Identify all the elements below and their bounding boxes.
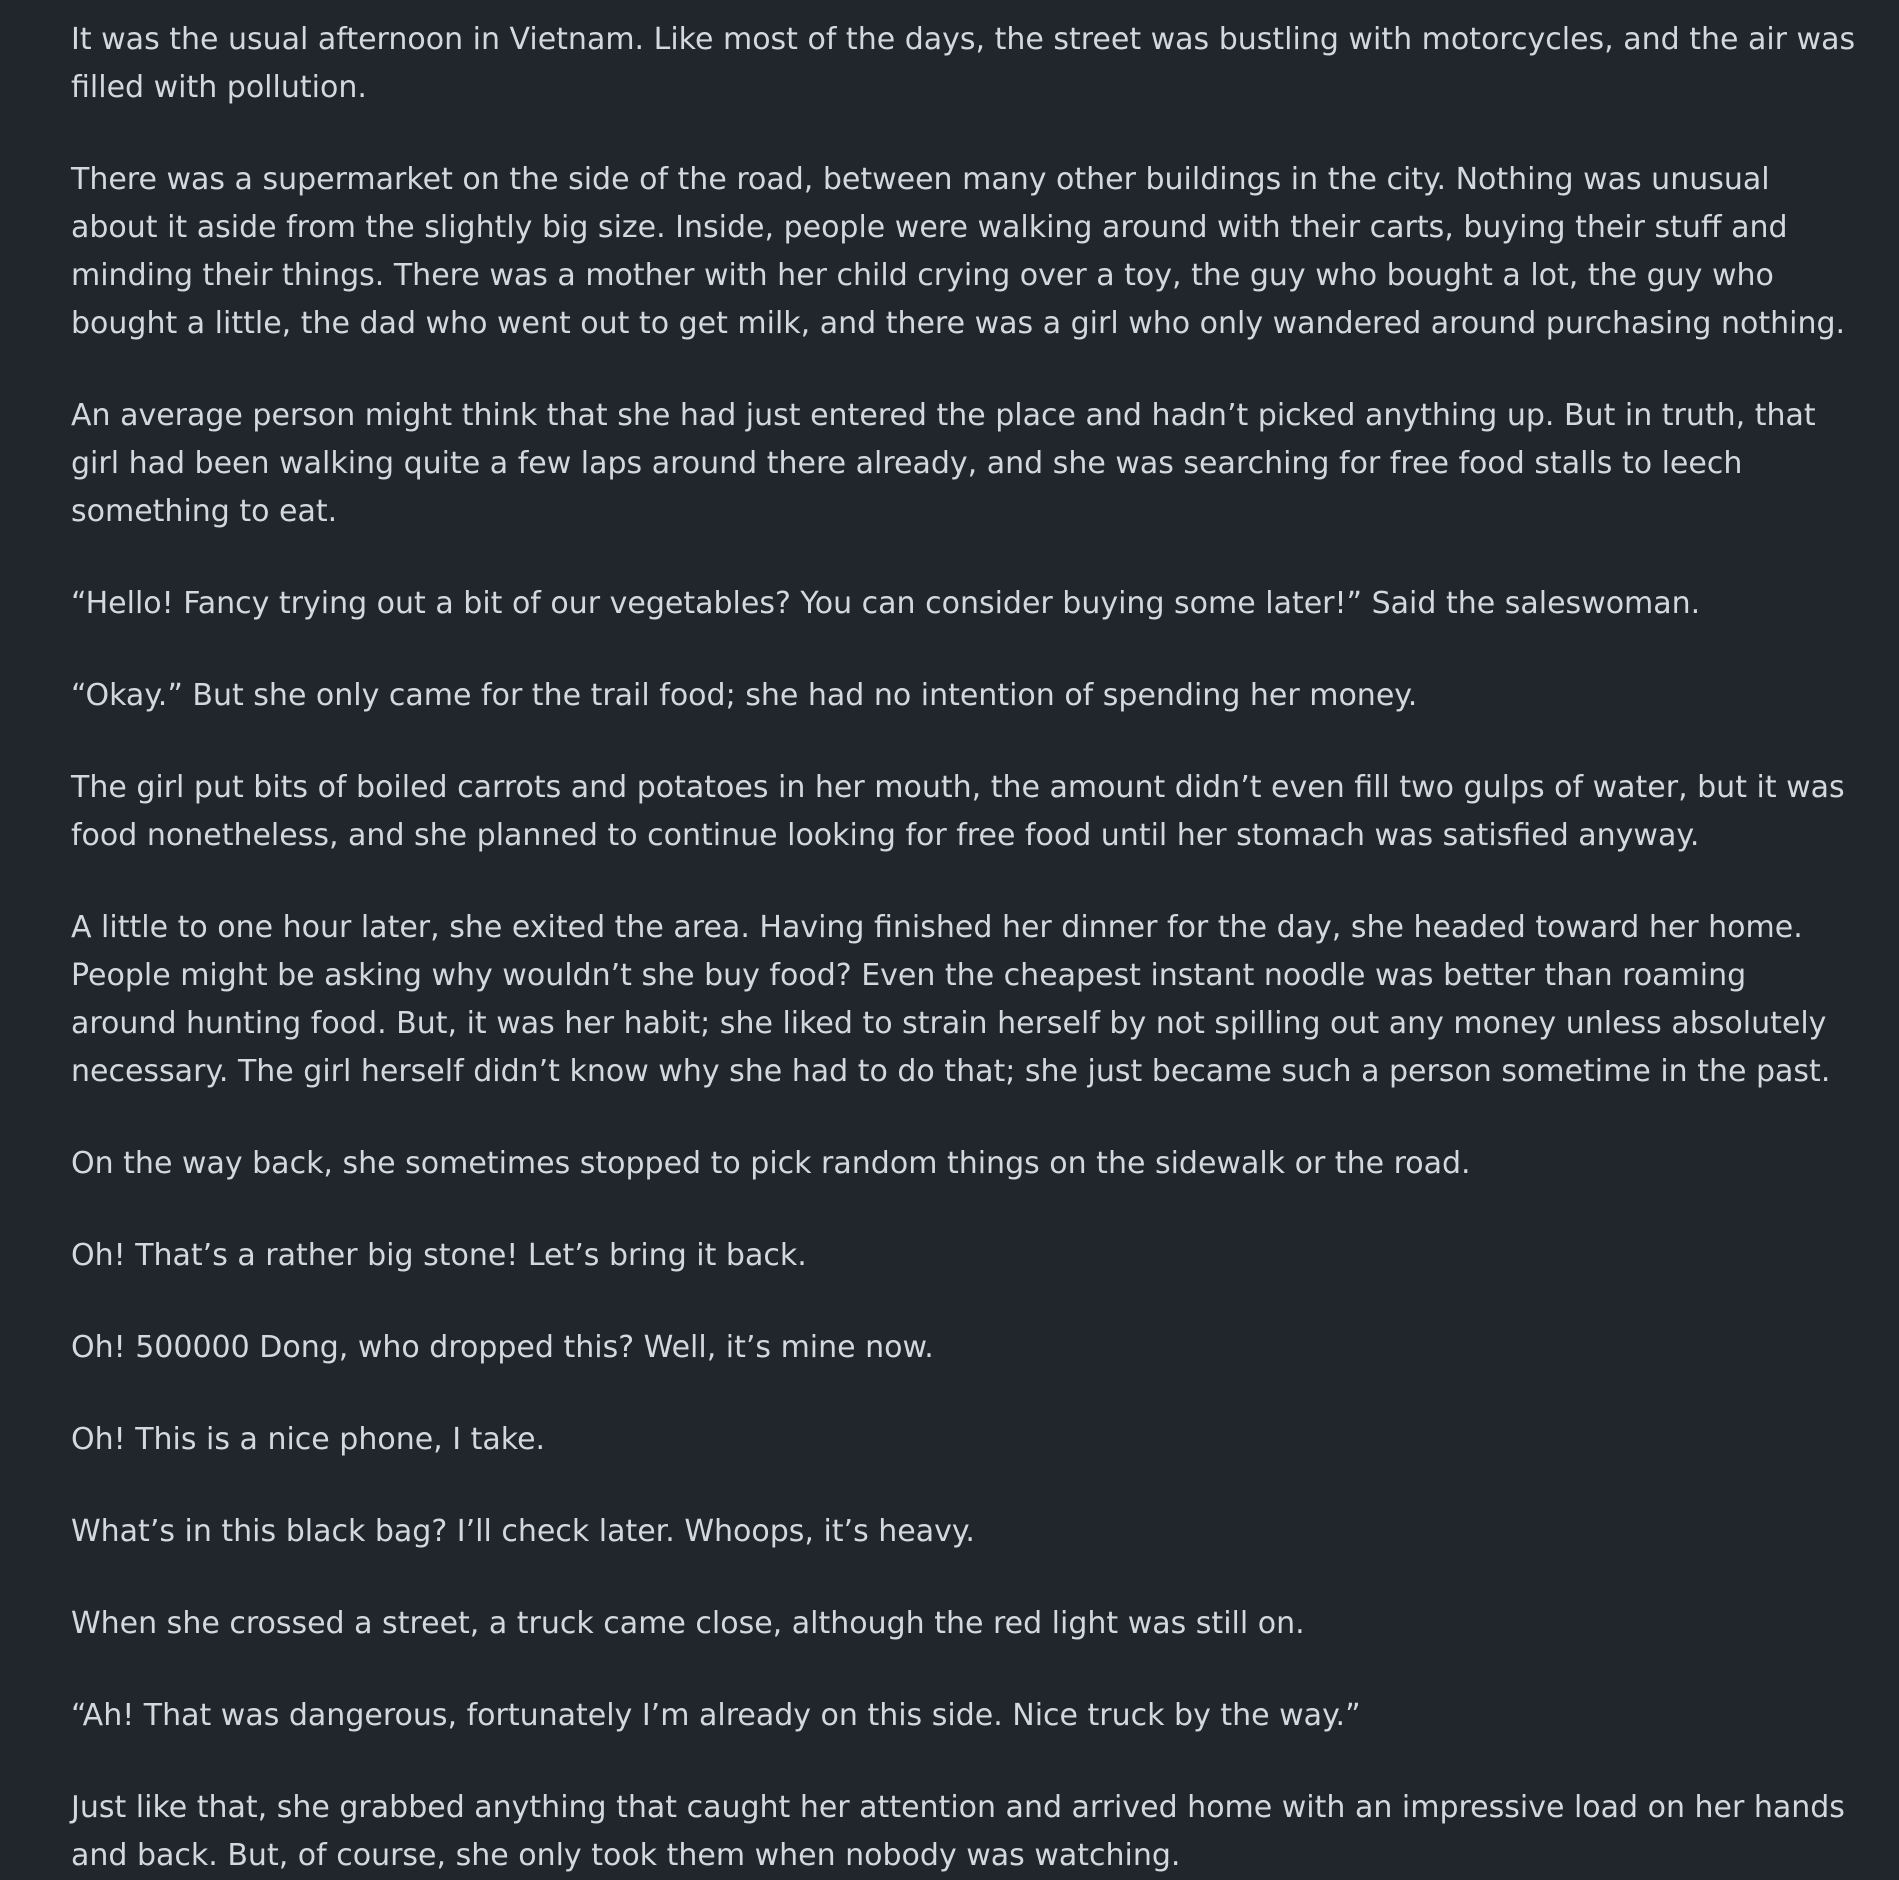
chapter-reader	[71, 0, 1861, 1874]
story-paragraph-11: Oh! This is a nice phone, I take.	[71, 1422, 546, 1457]
story-paragraph-9: Oh! That’s a rather big stone! Let’s bring it back.	[71, 1238, 807, 1273]
story-paragraph-4: “Hello! Fancy trying out a bit of our vegetables? You can consider buying some later!” Said the saleswoman.	[71, 586, 1701, 621]
story-paragraph-8: On the way back, she sometimes stopped to pick random things on the sidewalk or the road.	[71, 1146, 1471, 1181]
story-paragraph-3: An average person might think that she had just entered the place and hadn’t picked anything up. But in truth, that girl had been walking quite a few laps around there already, and she was searching for free food stalls to leech something to eat.	[71, 398, 1816, 529]
story-paragraph-13: When she crossed a street, a truck came close, although the red light was still on.	[71, 1606, 1305, 1641]
story-paragraph-2: There was a supermarket on the side of the road, between many other buildings in the city. Nothing was unusual about it aside from the slightly big size. Inside, people were walking around with their carts, buying their stuff and minding their things. There was a mother with her child crying over a toy, the guy who bought a lot, the guy who bought a little, the dad who went out to get milk, and there was a girl who only wandered around purchasing nothing.	[71, 162, 1846, 341]
story-paragraph-6: The girl put bits of boiled carrots and potatoes in her mouth, the amount didn’t even fill two gulps of water, but it was food nonetheless, and she planned to continue looking for free food until her stomach was satisfied anyway.	[71, 770, 1845, 853]
story-paragraph-1: It was the usual afternoon in Vietnam. Like most of the days, the street was bustling with motorcycles, and the air was filled with pollution.	[71, 22, 1856, 105]
story-text	[71, 0, 1861, 1880]
story-paragraph-15: Just like that, she grabbed anything that caught her attention and arrived home with an impressive load on her hands and back. But, of course, she only took them when nobody was watching.	[71, 1790, 1845, 1873]
story-paragraph-10: Oh! 500000 Dong, who dropped this? Well, it’s mine now.	[71, 1330, 934, 1365]
story-paragraph-14: “Ah! That was dangerous, fortunately I’m already on this side. Nice truck by the way.”	[71, 1698, 1361, 1733]
story-paragraph-5: “Okay.” But she only came for the trail food; she had no intention of spending her money.	[71, 678, 1418, 713]
story-paragraph-12: What’s in this black bag? I’ll check later. Whoops, it’s heavy.	[71, 1514, 975, 1549]
story-paragraph-7: A little to one hour later, she exited the area. Having finished her dinner for the day, she headed toward her home. People might be asking why wouldn’t she buy food? Even the cheapest instant noodle was better than roaming around hunting food. But, it was her habit; she liked to strain herself by not spilling out any money unless absolutely necessary. The girl herself didn’t know why she had to do that; she just became such a person sometime in the past.	[71, 910, 1831, 1089]
